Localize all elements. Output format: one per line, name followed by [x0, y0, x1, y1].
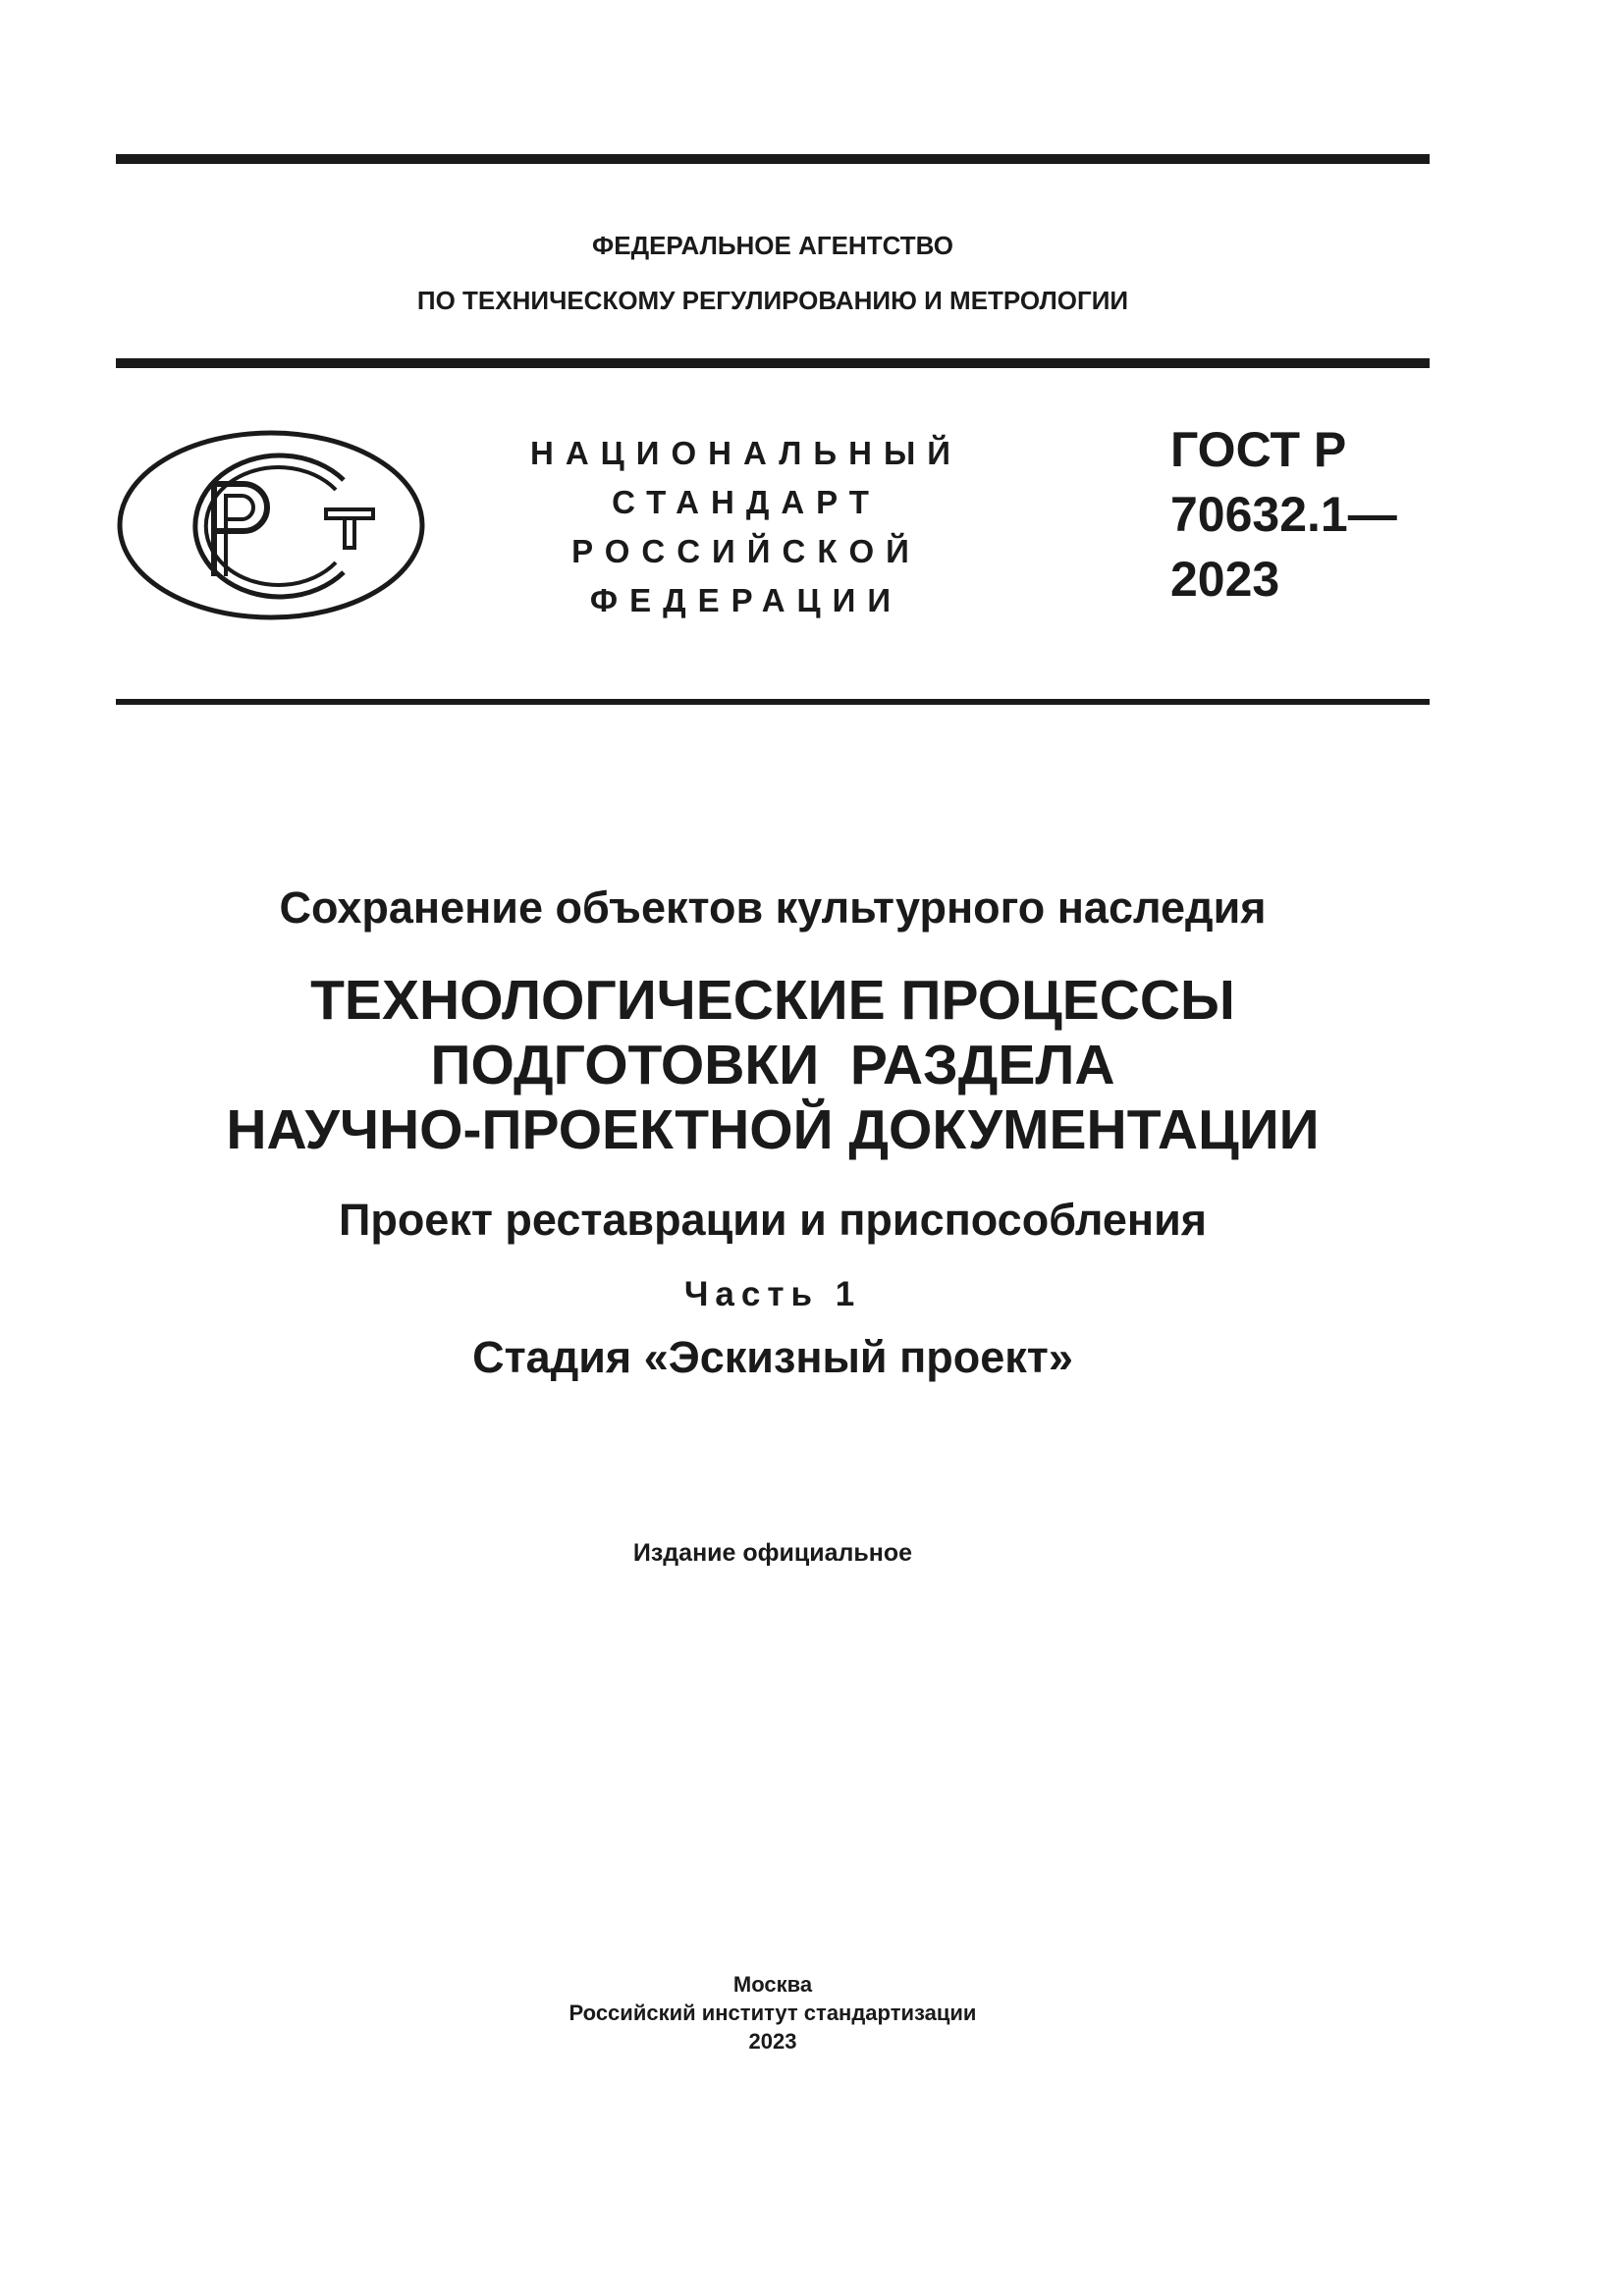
designation-line-1: ГОСТ Р [1170, 422, 1347, 477]
standard-designation [1170, 417, 1430, 612]
rst-certification-mark-icon [116, 429, 426, 621]
stage-subtitle: Стадия «Эскизный проект» [472, 1332, 1073, 1382]
top-rule [116, 154, 1430, 164]
imprint-publisher: Российский институт стандартизации [568, 2001, 977, 2025]
project-subtitle: Проект реставрации и приспособления [338, 1195, 1207, 1245]
header-rule [116, 358, 1430, 368]
main-title [116, 968, 1430, 1162]
subject-title: Сохранение объектов культурного наследия [279, 882, 1267, 933]
agency-line-1: ФЕДЕРАЛЬНОЕ АГЕНТСТВО [592, 231, 953, 260]
agency-line-2: ПО ТЕХНИЧЕСКОМУ РЕГУЛИРОВАНИЮ И МЕТРОЛОГИИ [416, 286, 1129, 315]
edition-label: Издание официальное [632, 1539, 913, 1567]
main-title-line-1: ТЕХНОЛОГИЧЕСКИЕ ПРОЦЕССЫ [310, 969, 1235, 1032]
title-rule [116, 699, 1430, 705]
agency-header [116, 218, 1430, 328]
designation-line-2: 70632.1— [1170, 487, 1397, 542]
imprint-year: 2023 [748, 2029, 797, 2054]
national-line-2: СТАНДАРТ [612, 484, 881, 520]
designation-line-3: 2023 [1170, 552, 1280, 607]
main-title-line-2: ПОДГОТОВКИ РАЗДЕЛА [430, 1034, 1115, 1096]
publisher-imprint [116, 1970, 1430, 2056]
main-title-line-3: НАУЧНО-ПРОЕКТНОЙ ДОКУМЕНТАЦИИ [226, 1098, 1320, 1161]
imprint-city: Москва [732, 1972, 813, 1997]
part-number: Часть 1 [683, 1275, 862, 1313]
national-line-1: НАЦИОНАЛЬНЫЙ [530, 435, 962, 471]
national-line-3: РОССИЙСКОЙ [571, 533, 921, 569]
national-standard-label [520, 429, 972, 625]
national-line-4: ФЕДЕРАЦИИ [589, 582, 903, 618]
document-title-block [116, 874, 1430, 1390]
